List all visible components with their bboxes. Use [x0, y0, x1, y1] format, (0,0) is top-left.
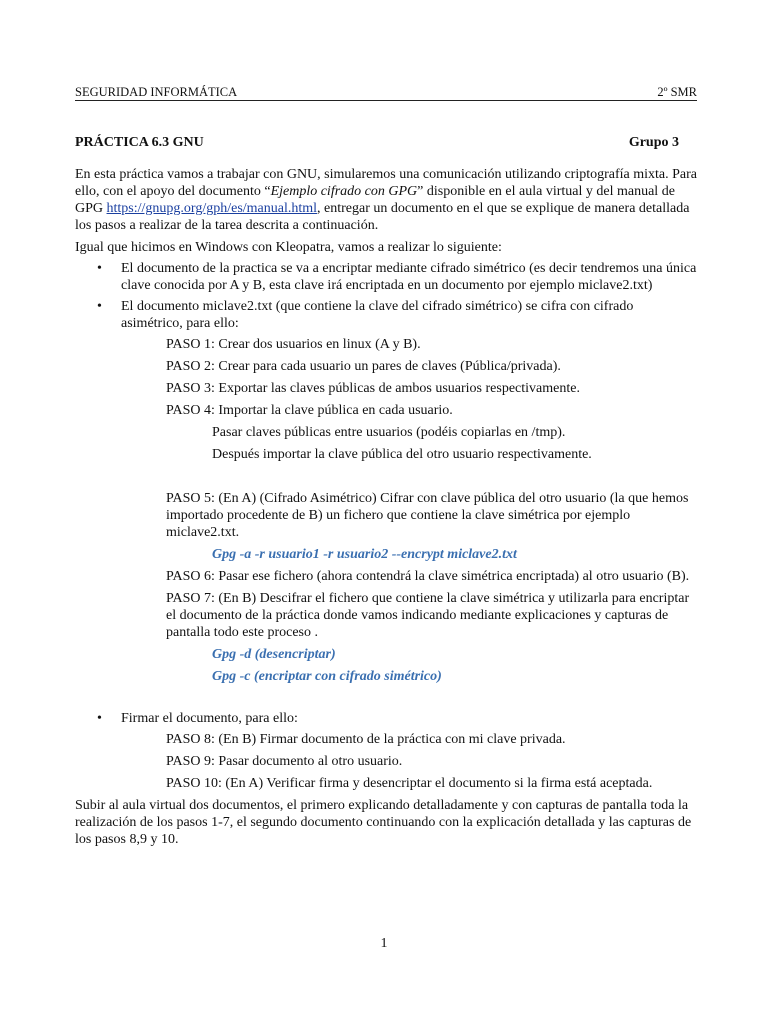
- group-label: Grupo 3: [628, 135, 679, 150]
- intro-doc-title: Ejemplo cifrado con GPG: [270, 184, 418, 199]
- step-3: PASO 3: Exportar las claves públicas de ambos usuarios respectivamente.: [166, 381, 580, 396]
- page-number: 1: [380, 936, 388, 951]
- intro-text-3: , entregar un documento en el que se explique de manera detallada los pasos a realizar de la tarea descrita a continuación.: [75, 201, 690, 233]
- step-10: PASO 10: (En A) Verificar firma y desencriptar el documento si la firma está aceptada.: [166, 776, 653, 791]
- practice-title: PRÁCTICA 6.3 GNU: [75, 135, 204, 150]
- header-course: 2º SMR: [657, 85, 697, 99]
- command-decrypt: Gpg -d (desencriptar): [212, 647, 336, 662]
- step-2: PASO 2: Crear para cada usuario un pares de claves (Pública/privada).: [166, 359, 561, 374]
- step-7: PASO 7: (En B) Descifrar el fichero que contiene la clave simétrica y utilizarla para encriptar el documento de la práctica donde vamos indicando mediante explicaciones y capturas de pantalla todo este proceso .: [166, 591, 690, 640]
- command-symmetric: Gpg -c (encriptar con cifrado simétrico): [212, 669, 442, 684]
- list-item: [75, 260, 697, 294]
- step-4: PASO 4: Importar la clave pública en cada usuario.: [166, 403, 453, 418]
- practice-title-row: [75, 134, 679, 152]
- bullet-asymmetric-text: El documento miclave2.txt (que contiene la clave del cifrado simétrico) se cifra con cifrado asimétrico, para ello:: [121, 299, 634, 331]
- list-item: [75, 298, 697, 332]
- command-encrypt: Gpg -a -r usuario1 -r usuario2 --encrypt miclave2.txt: [212, 547, 517, 562]
- lead-paragraph: Igual que hicimos en Windows con Kleopatra, vamos a realizar lo siguiente:: [75, 240, 502, 255]
- page-header: [75, 85, 697, 101]
- closing-paragraph: Subir al aula virtual dos documentos, el primero explicando detalladamente y con capturas de pantalla toda la realización de los pasos 1-7, el segundo documento continuando con la explicación detallada y las capturas de los pasos 8,9 y 10.: [75, 798, 692, 847]
- intro-text-2: ” disponible en el aula virtual y del manual de GPG: [75, 184, 675, 216]
- spacer: [75, 468, 697, 490]
- step-5: PASO 5: (En A) (Cifrado Asimétrico) Cifrar con clave pública del otro usuario (la que hemos importado procedente de B) un fichero que contiene la clave simétrica por ejemplo miclave2.txt.: [166, 491, 689, 540]
- intro-text-1: En esta práctica vamos a trabajar con GNU, simularemos una comunicación utilizando criptografía mixta. Para ello, con el apoyo del documento “: [75, 167, 697, 199]
- bullet-icon: •: [97, 261, 102, 276]
- header-subject: SEGURIDAD INFORMÁTICA: [75, 85, 238, 99]
- step-9: PASO 9: Pasar documento al otro usuario.: [166, 754, 403, 769]
- step-1: PASO 1: Crear dos usuarios en linux (A y B).: [166, 337, 421, 352]
- list-item: [75, 710, 697, 727]
- bullet-icon: •: [97, 299, 102, 314]
- intro-paragraph: [75, 166, 697, 234]
- step-8: PASO 8: (En B) Firmar documento de la práctica con mi clave privada.: [166, 732, 566, 747]
- bullet-icon: •: [97, 711, 102, 726]
- spacer: [75, 690, 697, 710]
- step-4-substep-a: Pasar claves públicas entre usuarios (podéis copiarlas en /tmp).: [212, 425, 566, 440]
- step-4-substep-b: Después importar la clave pública del otro usuario respectivamente.: [212, 447, 592, 462]
- bullet-symmetric-text: El documento de la practica se va a encriptar mediante cifrado simétrico (es decir tendremos una única clave conocida por A y B, esta clave irá encriptada en un documento por ejemplo miclave2.txt): [121, 261, 697, 293]
- manual-link[interactable]: https://gnupg.org/gph/es/manual.html: [106, 201, 318, 216]
- bullet-sign-text: Firmar el documento, para ello:: [121, 711, 298, 726]
- step-6: PASO 6: Pasar ese fichero (ahora contendrá la clave simétrica encriptada) al otro usuario (B).: [166, 569, 690, 584]
- document-body: [75, 166, 697, 848]
